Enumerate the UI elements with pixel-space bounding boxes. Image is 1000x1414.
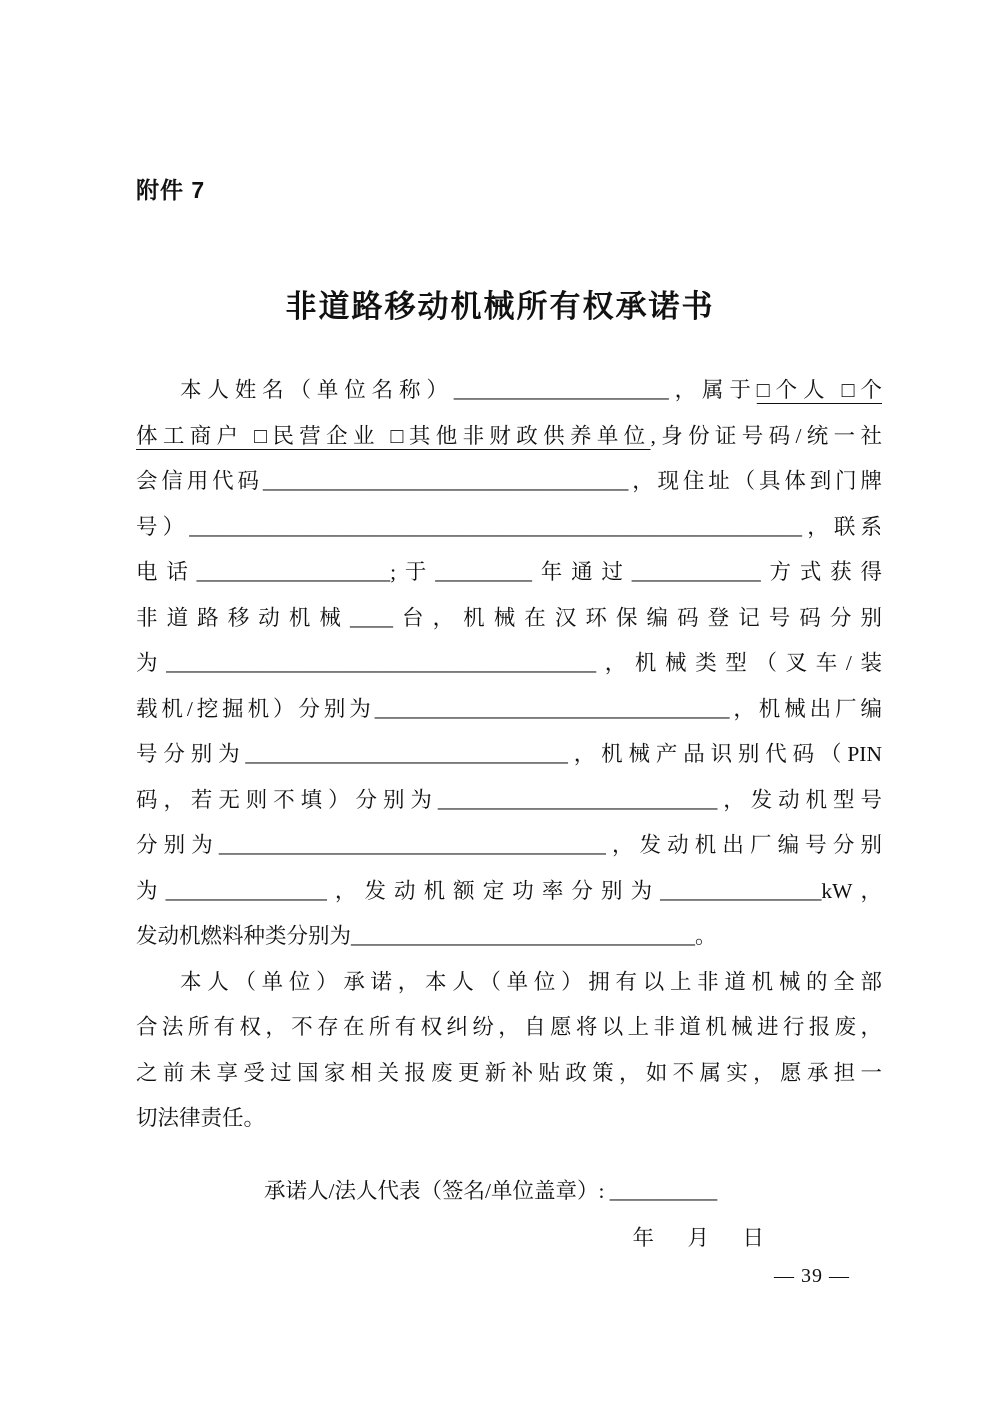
text-segment: 号分别为______________________________，机械产品识别代码（PIN bbox=[136, 742, 882, 766]
form-line bbox=[136, 505, 882, 551]
underlined-text: 体工商户 □民营企业 □其他非财政供养单位 bbox=[136, 423, 651, 448]
page-number: — 39 — bbox=[774, 1265, 850, 1287]
underlined-text: □个人 □个 bbox=[756, 378, 882, 402]
text-segment: 载机/挖掘机）分别为_________________________________，机械出厂编 bbox=[136, 696, 882, 721]
text-segment: 非道路移动机械____台，机械在汉环保编码登记号码分别 bbox=[136, 605, 882, 630]
form-line bbox=[136, 596, 882, 642]
pledge-line: 切法律责任。 bbox=[136, 1106, 266, 1130]
form-line bbox=[136, 732, 882, 778]
form-line bbox=[136, 869, 882, 915]
date-line: 年 月 日 bbox=[632, 1226, 770, 1250]
form-line bbox=[136, 778, 882, 824]
text-segment: 号）_________________________________________________________，联系 bbox=[136, 514, 882, 539]
form-line bbox=[136, 368, 882, 414]
signature-line: 承诺人/法人代表（签名/单位盖章）: __________ bbox=[264, 1178, 718, 1203]
text-segment: 码，若无则不填）分别为__________________________，发动机型号 bbox=[136, 787, 882, 812]
form-line bbox=[136, 641, 882, 687]
form-line bbox=[136, 550, 882, 596]
form-line bbox=[136, 914, 882, 960]
text-segment: 会信用代码__________________________________，现住址（具体到门牌 bbox=[136, 469, 882, 493]
page-title: 非道路移动机械所有权承诺书 bbox=[285, 289, 715, 324]
text-segment: 分别为____________________________________，发动机出厂编号分别 bbox=[136, 833, 882, 857]
form-line bbox=[136, 459, 882, 505]
form-line bbox=[136, 414, 882, 460]
form-line bbox=[136, 687, 882, 733]
text-segment: 本人姓名（单位名称）____________________，属于 bbox=[180, 378, 757, 402]
text-segment: 为________________________________________，机械类型（叉车/装 bbox=[136, 651, 882, 675]
text-segment: 为_______________，发动机额定功率分别为_______________kW， bbox=[136, 878, 882, 903]
form-line bbox=[136, 823, 882, 869]
text-segment: 电话__________________;于_________年通过____________方式获得 bbox=[136, 560, 882, 584]
pledge-line: 本人（单位）承诺，本人（单位）拥有以上非道机械的全部 bbox=[180, 969, 882, 994]
pledge-line: 之前未享受过国家相关报废更新补贴政策，如不属实，愿承担一 bbox=[136, 1060, 882, 1085]
text-segment: 发动机燃料种类分别为________________________________。 bbox=[136, 924, 717, 948]
attachment-label: 附件 7 bbox=[136, 177, 206, 203]
text-segment: ,身份证号码/统一社 bbox=[650, 423, 882, 448]
pledge-line: 合法所有权，不存在所有权纠纷，自愿将以上非道机械进行报废， bbox=[136, 1015, 882, 1039]
document-body bbox=[136, 368, 882, 1262]
